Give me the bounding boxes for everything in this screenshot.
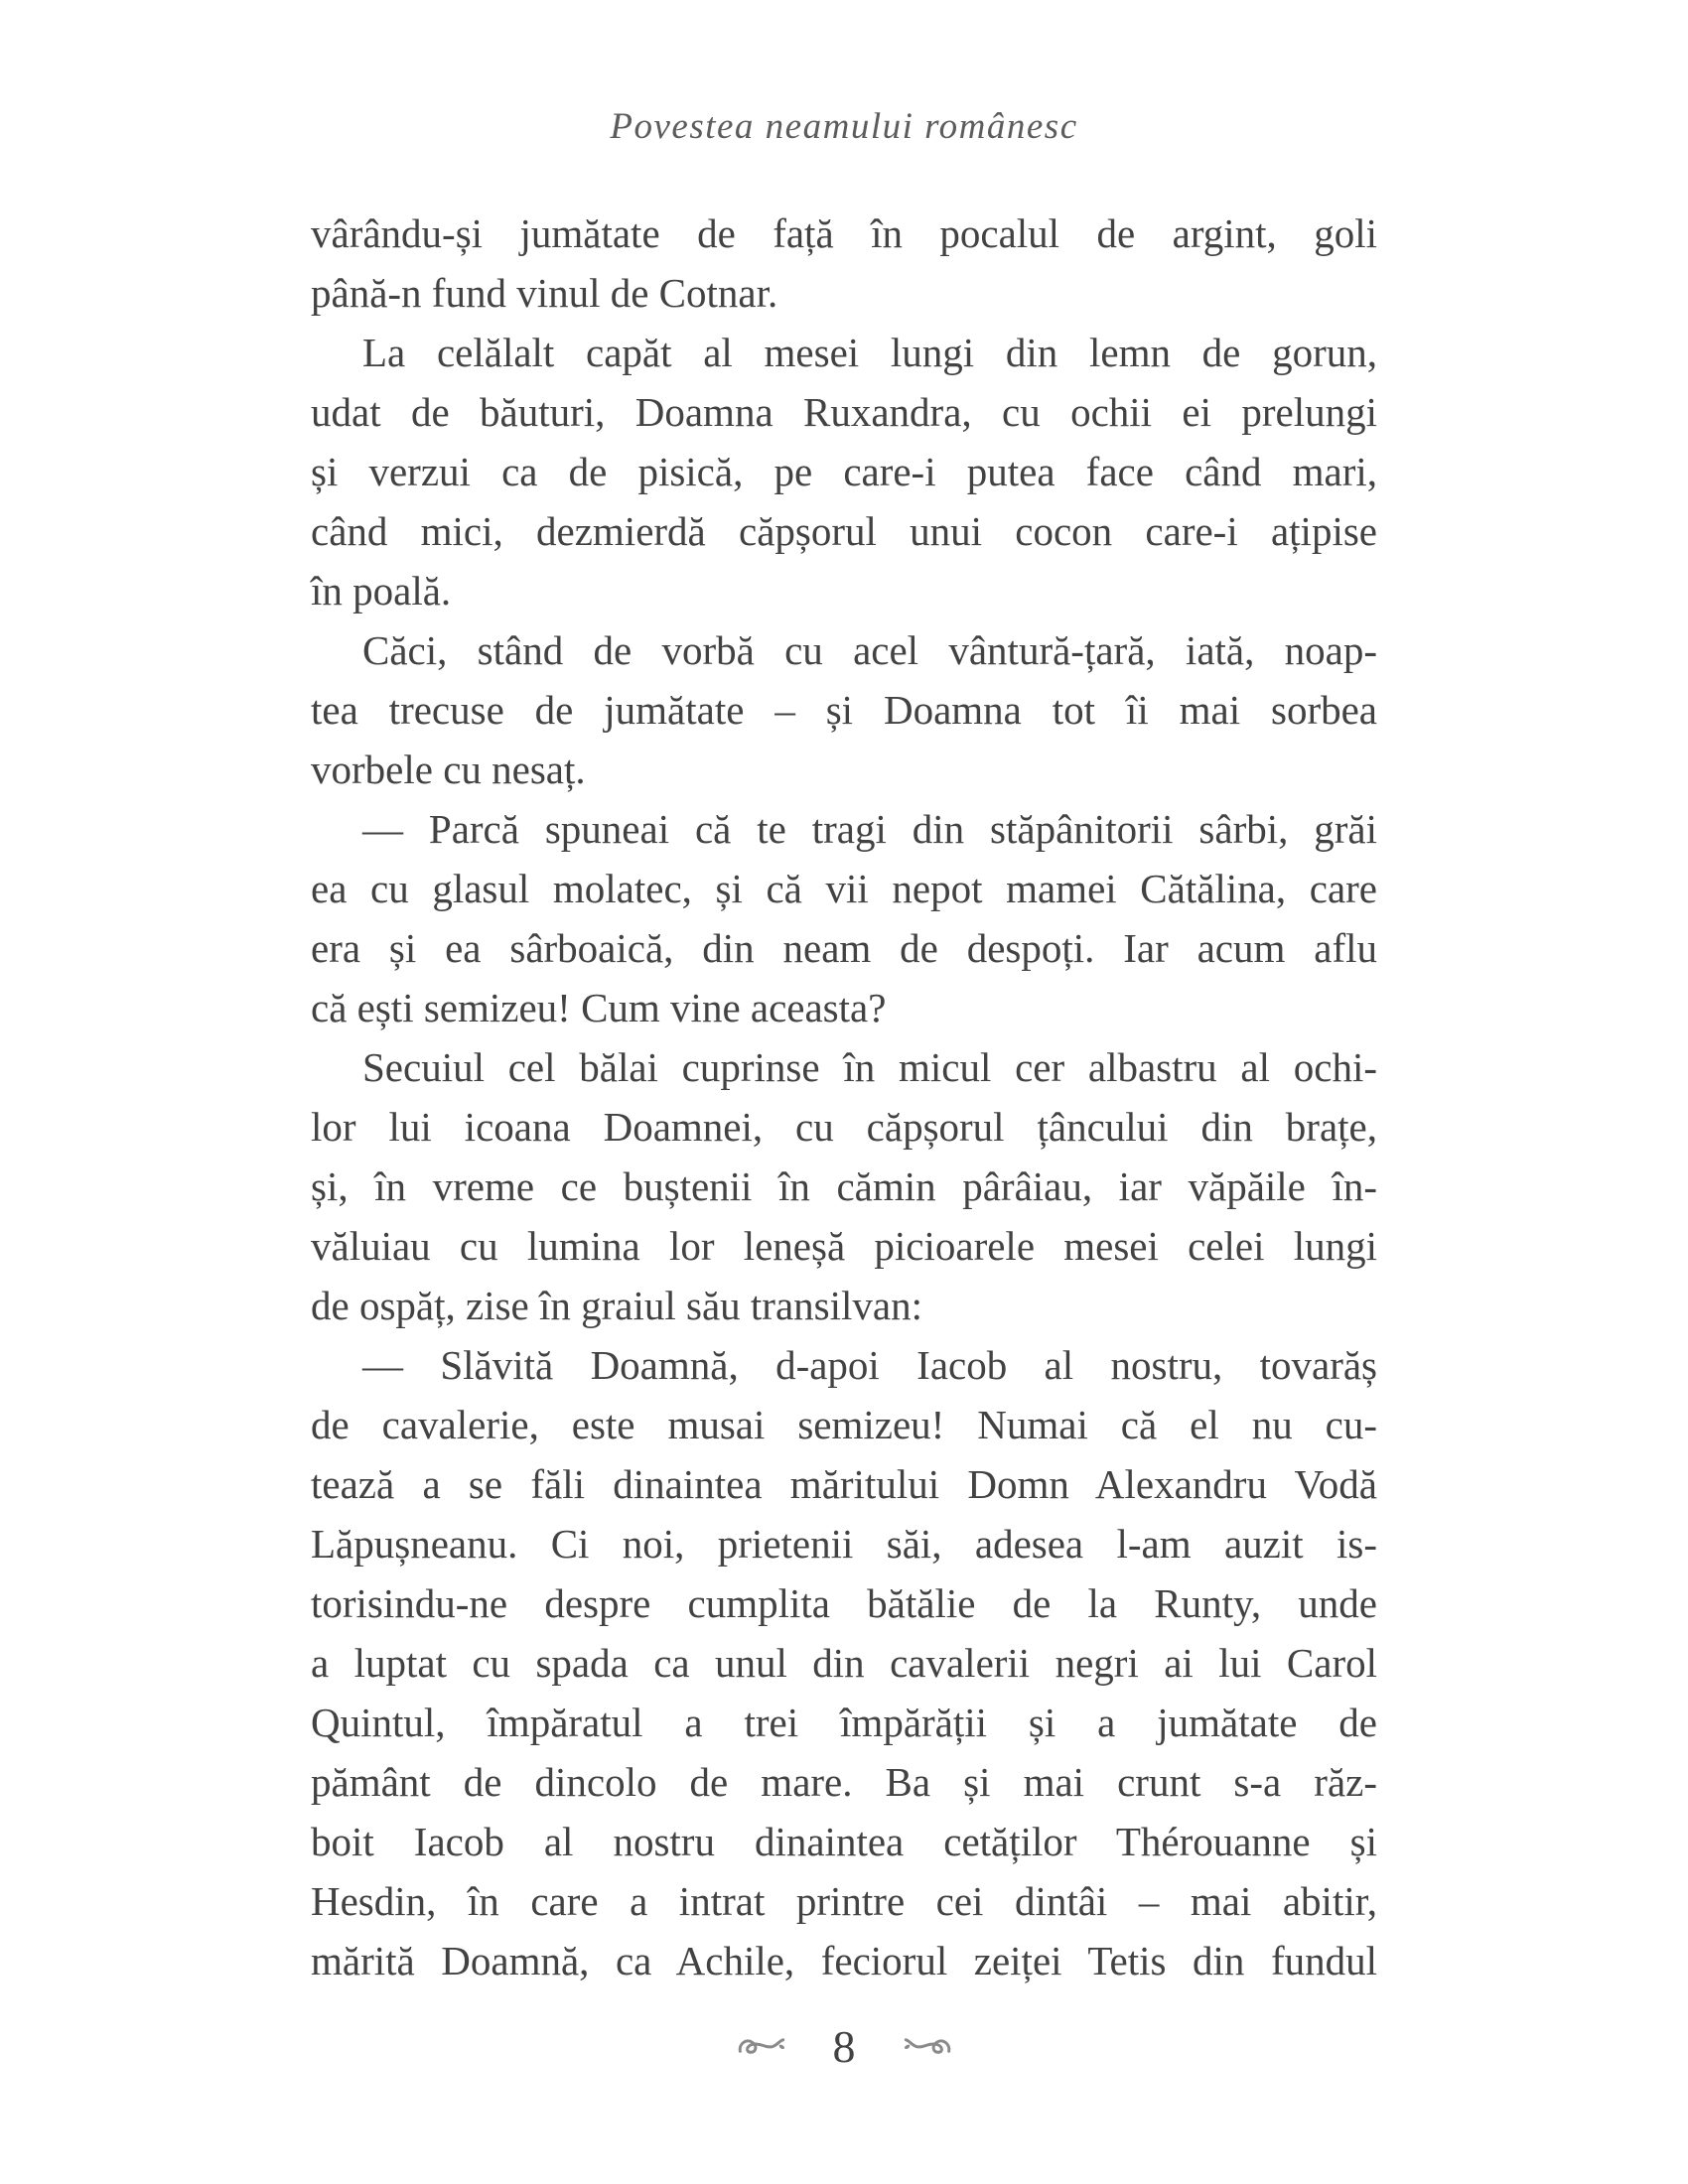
text-line: Lăpușneanu. Ci noi, prietenii săi, adesea l-am auzit is- bbox=[311, 1521, 1377, 1567]
text-line: vorbele cu nesaț. bbox=[311, 747, 586, 792]
text-line: mărită Doamnă, ca Achile, feciorul zeiței Tetis din fundul bbox=[311, 1938, 1377, 1983]
page-footer bbox=[0, 2015, 1688, 2079]
text-line: și verzui ca de pisică, pe care-i putea face când mari, bbox=[311, 449, 1377, 494]
text-line: ea cu glasul molatec, și că vii nepot mamei Cătălina, care bbox=[311, 866, 1377, 911]
text-line: văluiau cu lumina lor leneșă picioarele mesei celei lungi bbox=[311, 1223, 1377, 1269]
flourish-right-icon bbox=[902, 2033, 951, 2061]
text-line: — Parcă spuneai că te tragi din stăpânitorii sârbi, grăi bbox=[362, 806, 1377, 852]
text-line: torisindu-ne despre cumplita bătălie de la Runty, unde bbox=[311, 1580, 1377, 1626]
text-line: tea trecuse de jumătate – și Doamna tot îi mai sorbea bbox=[311, 687, 1377, 733]
text-line: când mici, dezmierdă căpșorul unui cocon care-i ațipise bbox=[311, 508, 1377, 554]
running-header: Povestea neamului românesc bbox=[610, 106, 1078, 147]
text-line: până-n fund vinul de Cotnar. bbox=[311, 270, 778, 316]
paragraph bbox=[311, 620, 1377, 799]
text-line: lor lui icoana Doamnei, cu căpșorul țâncului din brațe, bbox=[311, 1104, 1377, 1150]
paragraph bbox=[311, 799, 1377, 1037]
text-line: de ospăț, zise în graiul său transilvan: bbox=[311, 1283, 922, 1328]
text-line: Hesdin, în care a intrat printre cei dintâi – mai abitir, bbox=[311, 1878, 1377, 1924]
text-line: în poală. bbox=[311, 568, 452, 614]
text-line: pământ de dincolo de mare. Ba și mai crunt s-a răz- bbox=[311, 1759, 1377, 1805]
text-line: Quintul, împăratul a trei împărății și a jumătate de bbox=[311, 1700, 1377, 1745]
paragraph bbox=[311, 1037, 1377, 1335]
text-line: La celălalt capăt al mesei lungi din lemn de gorun, bbox=[362, 330, 1377, 375]
text-line: boit Iacob al nostru dinaintea cetăților Thérouanne și bbox=[311, 1819, 1377, 1864]
text-line: a luptat cu spada ca unul din cavalerii negri ai lui Carol bbox=[311, 1640, 1377, 1686]
text-line: era și ea sârboaică, din neam de despoți. Iar acum aflu bbox=[311, 925, 1377, 971]
text-line: și, în vreme ce buștenii în cămin pârâiau, iar văpăile în- bbox=[311, 1163, 1377, 1209]
paragraph bbox=[311, 204, 1377, 323]
text-line: de cavalerie, este musai semizeu! Numai că el nu cu- bbox=[311, 1402, 1377, 1447]
text-line: vârându-și jumătate de față în pocalul de argint, goli bbox=[311, 210, 1377, 256]
text-line: — Slăvită Doamnă, d-apoi Iacob al nostru, tovarăș bbox=[362, 1342, 1377, 1388]
text-line: Secuiul cel bălai cuprinse în micul cer albastru al ochi- bbox=[362, 1044, 1377, 1090]
page-number: 8 bbox=[832, 2021, 856, 2072]
flourish-left-icon bbox=[738, 2033, 787, 2061]
text-line: udat de băuturi, Doamna Ruxandra, cu ochii ei prelungi bbox=[311, 389, 1377, 435]
paragraph bbox=[311, 323, 1377, 620]
paragraph bbox=[311, 1335, 1377, 1990]
text-line: că ești semizeu! Cum vine aceasta? bbox=[311, 985, 887, 1030]
text-line: tează a se făli dinaintea măritului Domn Alexandru Vodă bbox=[311, 1461, 1377, 1507]
text-block bbox=[311, 204, 1377, 1990]
text-line: Căci, stând de vorbă cu acel vântură-țară, iată, noap- bbox=[362, 627, 1377, 673]
